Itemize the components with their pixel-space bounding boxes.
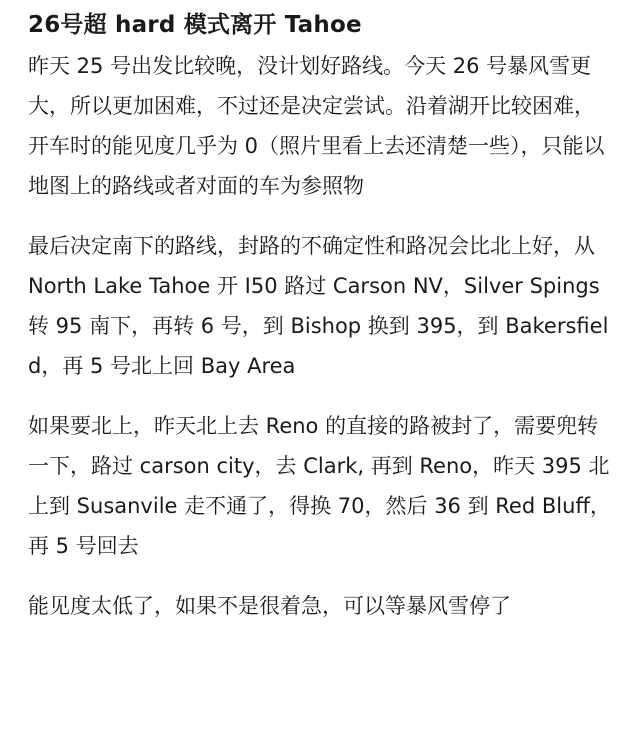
post-paragraph-1: 昨天 25 号出发比较晚，没计划好路线。今天 26 号暴风雪更大，所以更加困难，不过还是决定尝试。沿着湖开比较困难，开车时的能见度几乎为 0（照片里看上去还清楚一些），只能以地图上的路线或者对面的车为参照物 <box>28 54 605 198</box>
post-paragraph-3: 如果要北上，昨天北上去 Reno 的直接的路被封了，需要兜转一下，路过 carson city，去 Clark, 再到 Reno，昨天 395 北上到 Susanvile 走不通了，得换 70，然后 36 到 Red Bluff，再 5 号回去 <box>28 414 611 558</box>
post-paragraph-4: 能见度太低了，如果不是很着急，可以等暴风雪停了 <box>28 594 511 618</box>
post-title: 26号超 hard 模式离开 Tahoe <box>28 12 362 38</box>
post-paragraph-2: 最后决定南下的路线，封路的不确定性和路况会比北上好，从 North Lake Tahoe 开 I50 路过 Carson NV，Silver Spings 转 95 南下，再转 6 号，到 Bishop 换到 395，到 Bakersfield，再 5 号北上回 Bay Area <box>28 234 609 378</box>
